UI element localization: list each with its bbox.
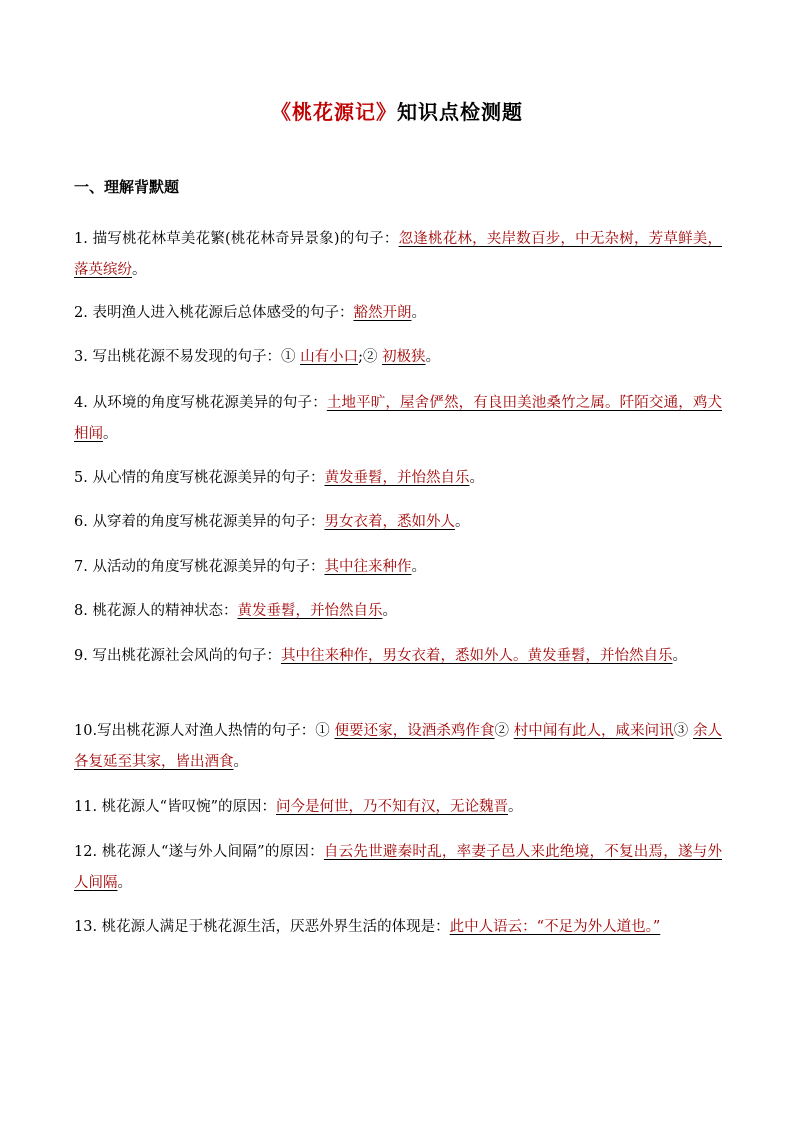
- question-12: [74, 837, 722, 899]
- punctuation: 。: [103, 426, 118, 442]
- answer: 其中往来种作，男女衣着，悉如外人。黄发垂髫，并怡然自乐: [280, 648, 673, 664]
- answer: 男女衣着，悉如外人: [324, 514, 455, 530]
- question-prompt: 13. 桃花源人满足于桃花源生活，厌恶外界生活的体现是：: [74, 919, 450, 935]
- question-8: [74, 596, 722, 627]
- punctuation: 。: [469, 470, 484, 486]
- punctuation: 。: [454, 514, 470, 530]
- question-prompt: 9. 写出桃花源社会风尚的句子：: [74, 648, 281, 664]
- punctuation: 。: [425, 349, 441, 365]
- punctuation: 。: [411, 305, 426, 321]
- answer: 自云先世避秦时乱，率妻子邑人来此绝境，不复出焉，遂与外人间隔: [74, 844, 722, 891]
- question-7: [74, 552, 722, 583]
- question-6: [74, 507, 722, 538]
- question-prompt: 3. 写出桃花源不易发现的句子：①: [74, 349, 301, 365]
- answer: 村中闻有此人，咸来问讯: [513, 723, 674, 739]
- answer: 此中人语云：“不足为外人道也。”: [449, 919, 661, 935]
- answer: 豁然开朗: [353, 305, 412, 321]
- title-book-name: 《桃花源记》: [271, 100, 397, 124]
- answer: 初极狭: [382, 349, 426, 365]
- question-prompt: 8. 桃花源人的精神状态：: [74, 603, 238, 619]
- question-5: [74, 463, 722, 494]
- separator: ②: [494, 723, 514, 739]
- question-1: [74, 224, 722, 286]
- question-4: [74, 388, 722, 450]
- punctuation: 。: [411, 559, 426, 575]
- punctuation: 。: [233, 754, 248, 770]
- answer: 黄发垂髫，并怡然自乐: [237, 603, 383, 619]
- answer: 忽逢桃花林，夹岸数百步，中无杂树，芳草鲜美，落英缤纷: [74, 231, 722, 278]
- answer: 问今是何世，乃不知有汉，无论魏晋: [276, 799, 508, 815]
- question-prompt: 4. 从环境的角度写桃花源美异的句子：: [74, 395, 327, 411]
- question-prompt: 7. 从活动的角度写桃花源美异的句子：: [74, 559, 325, 575]
- punctuation: 。: [382, 603, 397, 619]
- question-prompt: 12. 桃花源人“遂与外人间隔”的原因：: [74, 844, 324, 860]
- question-prompt: 10.写出桃花源人对渔人热情的句子：①: [74, 723, 335, 739]
- punctuation: 。: [508, 799, 523, 815]
- answer: 便要还家，设酒杀鸡作食: [334, 723, 495, 739]
- question-10: [74, 716, 722, 778]
- question-prompt: 6. 从穿着的角度写桃花源美异的句子：: [74, 514, 325, 530]
- punctuation: 。: [132, 262, 147, 278]
- answer: 黄发垂髫，并怡然自乐: [324, 470, 470, 486]
- separator: ③: [673, 723, 693, 739]
- question-prompt: 11. 桃花源人“皆叹惋”的原因：: [74, 799, 276, 815]
- question-prompt: 2. 表明渔人进入桃花源后总体感受的句子：: [74, 305, 354, 321]
- separator: ;②: [358, 349, 383, 365]
- answer: 其中往来种作: [324, 559, 412, 575]
- answer: 余人各复延至其家，皆出酒食: [74, 723, 722, 770]
- title-rest: 知识点检测题: [397, 100, 523, 124]
- answer: 土地平旷，屋舍俨然，有良田美池桑竹之属。阡陌交通，鸡犬相闻: [74, 395, 722, 442]
- punctuation: 。: [117, 875, 132, 891]
- punctuation: 。: [672, 648, 687, 664]
- question-prompt: 5. 从心情的角度写桃花源美异的句子：: [74, 470, 325, 486]
- question-9: [74, 641, 722, 672]
- section-heading: 一、理解背默题: [74, 178, 180, 196]
- question-3: [74, 342, 722, 373]
- question-prompt: 1. 描写桃花林草美花繁(桃花林奇异景象)的句子：: [74, 231, 399, 247]
- question-11: [74, 792, 722, 823]
- answer: 山有小口: [300, 349, 359, 365]
- page-title: [0, 96, 794, 125]
- question-13: [74, 912, 722, 943]
- question-2: [74, 298, 722, 329]
